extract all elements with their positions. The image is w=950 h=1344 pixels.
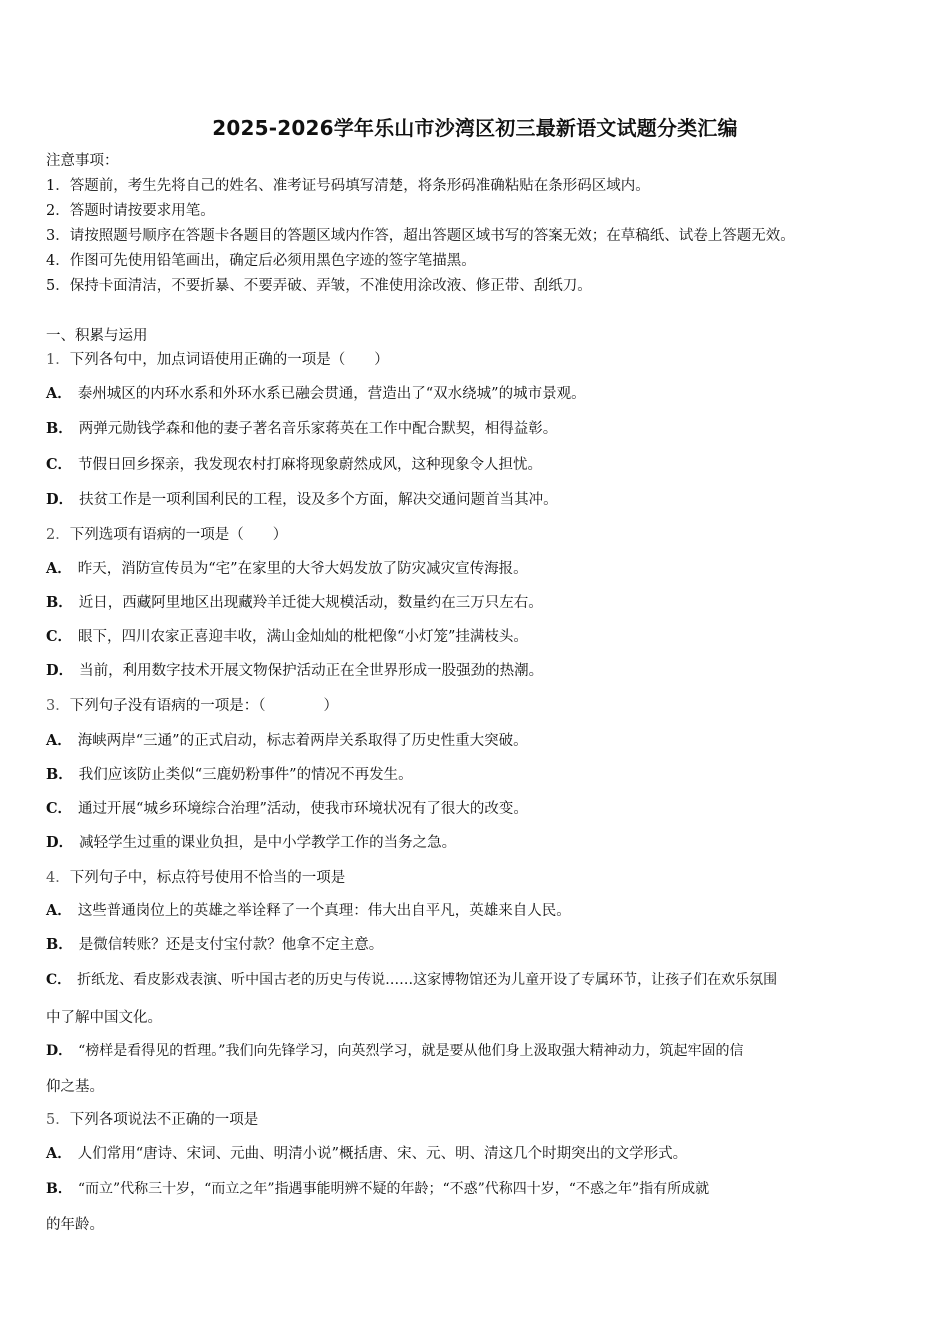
- question-text: 下列句子中，标点符号使用不恰当的一项是: [69, 870, 346, 886]
- option-label: C．: [46, 456, 73, 473]
- option: [46, 1144, 910, 1164]
- option-text: “榜样是看得见的哲理。”我们向先锋学习，向英烈学习，就是要从他们身上汲取强大精神动力，筑起牢固的信: [78, 1043, 744, 1059]
- option-text: 两弹元勋钱学森和他的妻子著名音乐家蒋英在工作中配合默契，相得益彰。: [78, 421, 558, 437]
- notice-item: 3．请按照题号顺序在答题卡各题目的答题区域内作答，超出答题区域书写的答案无效；在草稿纸、试卷上答题无效。: [46, 228, 795, 244]
- option-label: A．: [46, 385, 72, 402]
- option-text: 是微信转账？还是支付宝付款？他拿不定主意。: [78, 937, 384, 953]
- question-stem: [46, 696, 910, 716]
- option: [46, 490, 910, 510]
- question-number: 5．: [46, 1112, 70, 1128]
- option-text: 海峡两岸“三通”的正式启动，标志着两岸关系取得了历史性重大突破。: [77, 733, 528, 749]
- option: [46, 627, 910, 647]
- option: [46, 765, 910, 785]
- option-text: 我们应该防止类似“三鹿奶粉事件”的情况不再发生。: [78, 767, 413, 783]
- option-label: D．: [46, 834, 74, 851]
- section-heading: 一、积累与运用: [46, 328, 148, 344]
- option: [46, 799, 910, 819]
- question-number: 1．: [46, 352, 70, 368]
- question-number: 2．: [46, 527, 70, 543]
- option: [46, 731, 910, 751]
- option-label: A．: [46, 1145, 72, 1162]
- question-text: 下列选项有语病的一项是（ ）: [69, 527, 288, 543]
- question-text: 下列句子没有语病的一项是：（ ）: [69, 698, 338, 714]
- option-text: 当前，利用数字技术开展文物保护活动正在全世界形成一股强劲的热潮。: [79, 663, 544, 679]
- option: [46, 559, 910, 579]
- notice-heading: 注意事项：: [46, 153, 119, 169]
- option-text: “而立”代称三十岁，“而立之年”指遇事能明辨不疑的年龄；“不惑”代称四十岁，“不惑之年”指有所成就: [77, 1181, 710, 1197]
- option-text: 通过开展“城乡环境综合治理”活动，使我市环境状况有了很大的改变。: [78, 801, 528, 817]
- option: [46, 901, 910, 921]
- notice-item: 2．答题时请按要求用笔。: [46, 203, 215, 219]
- option-label: B．: [46, 766, 73, 783]
- question-stem: [46, 350, 910, 370]
- option-label: A．: [46, 902, 72, 919]
- question-stem: [46, 1110, 910, 1130]
- option: [46, 593, 910, 613]
- option: [46, 384, 910, 404]
- option: [46, 1041, 910, 1061]
- question-number: 3．: [46, 698, 70, 714]
- question-stem: [46, 868, 910, 888]
- option-text: 泰州城区的内环水系和外环水系已融会贯通，营造出了“双水绕城”的城市景观。: [77, 386, 586, 402]
- page-title: 2025-2026学年乐山市沙湾区初三最新语文试题分类汇编: [212, 116, 738, 140]
- question-text: 下列各句中，加点词语使用正确的一项是（ ）: [69, 352, 389, 368]
- option-text: 节假日回乡探亲，我发现农村打麻将现象蔚然成风，这种现象令人担忧。: [78, 457, 543, 473]
- option-continuation: 中了解中国文化。: [46, 1010, 162, 1026]
- option-label: A．: [46, 732, 72, 749]
- option-label: B．: [46, 420, 73, 437]
- option-text: 眼下，四川农家正喜迎丰收，满山金灿灿的枇杷像“小灯笼”挂满枝头。: [78, 629, 528, 645]
- question-number: 4．: [46, 870, 70, 886]
- option: [46, 419, 910, 439]
- option-label: B．: [46, 1181, 72, 1197]
- question-stem: [46, 525, 910, 545]
- option: [46, 935, 910, 955]
- option: [46, 661, 910, 681]
- option-label: D．: [46, 662, 74, 679]
- notice-item: 5．保持卡面清洁，不要折暴、不要弄破、弄皱，不准使用涂改液、修正带、刮纸刀。: [46, 278, 592, 294]
- option-text: 折纸龙、看皮影戏表演、听中国古老的历史与传说……这家博物馆还为儿童开设了专属环节，让孩子们在欢乐氛围: [77, 972, 778, 988]
- option-label: C．: [46, 972, 72, 988]
- option-label: B．: [46, 594, 73, 611]
- question-text: 下列各项说法不正确的一项是: [69, 1112, 259, 1128]
- option-text: 这些普通岗位上的英雄之举诠释了一个真理：伟大出自平凡，英雄来自人民。: [77, 903, 571, 919]
- option: [46, 970, 910, 990]
- notice-item: 4．作图可先使用铅笔画出，确定后必须用黑色字迹的签字笔描黑。: [46, 253, 476, 269]
- option-text: 昨天，消防宣传员为“宅”在家里的大爷大妈发放了防灾减灾宣传海报。: [77, 561, 528, 577]
- option-continuation: 的年龄。: [46, 1217, 104, 1233]
- option-label: C．: [46, 800, 73, 817]
- option: [46, 833, 910, 853]
- option-label: C．: [46, 628, 73, 645]
- option-text: 近日，西藏阿里地区出现藏羚羊迁徙大规模活动，数量约在三万只左右。: [78, 595, 543, 611]
- option-text: 减轻学生过重的课业负担，是中小学教学工作的当务之急。: [79, 835, 457, 851]
- option-label: D．: [46, 491, 74, 508]
- option-continuation: 仰之基。: [46, 1079, 104, 1095]
- option-label: B．: [46, 936, 73, 953]
- option-label: A．: [46, 560, 72, 577]
- option: [46, 1179, 910, 1199]
- notice-item: 1．答题前，考生先将自己的姓名、准考证号码填写清楚，将条形码准确粘贴在条形码区域内。: [46, 178, 650, 194]
- option-label: D．: [46, 1043, 73, 1059]
- option-text: 扶贫工作是一项利国利民的工程，设及多个方面，解决交通问题首当其冲。: [79, 492, 558, 508]
- option-text: 人们常用“唐诗、宋词、元曲、明清小说”概括唐、宋、元、明、清这几个时期突出的文学形式。: [77, 1146, 688, 1162]
- option: [46, 455, 910, 475]
